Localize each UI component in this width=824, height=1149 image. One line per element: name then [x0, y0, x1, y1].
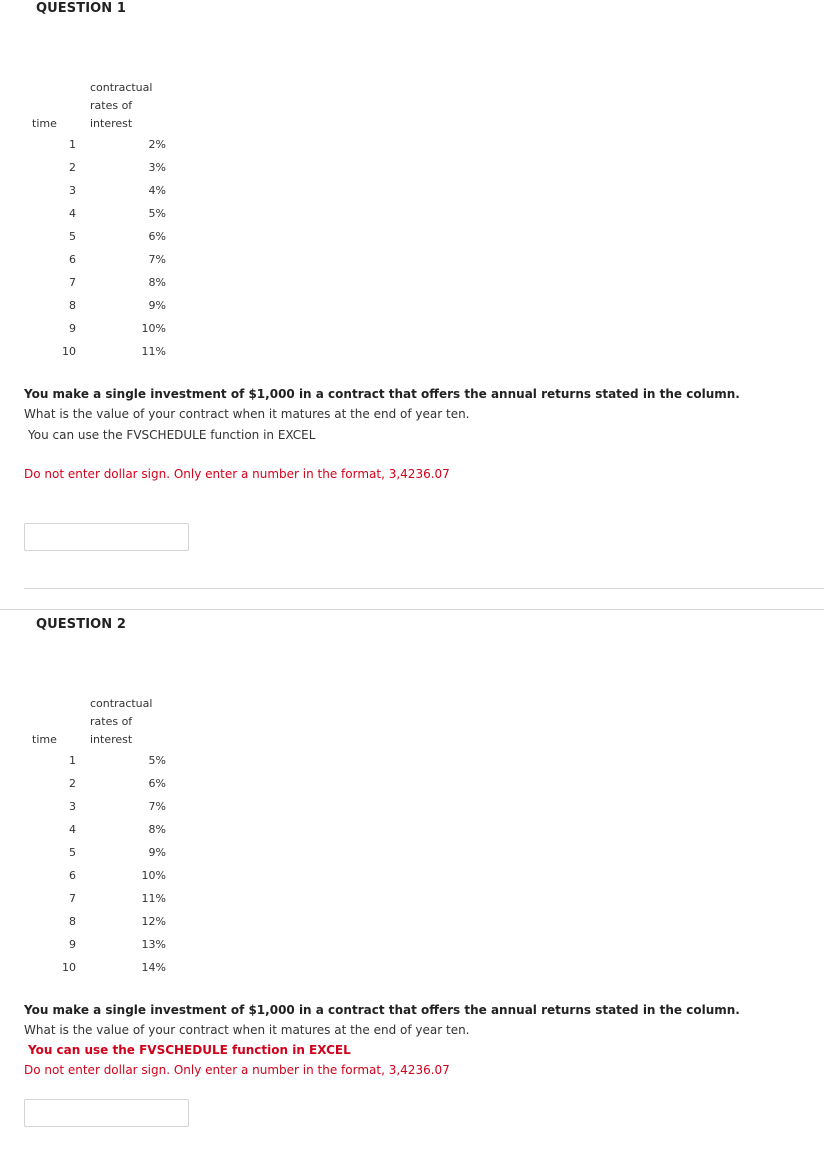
table-row-rate: 6% [148, 777, 166, 790]
q1-prompt-bold: You make a single investment of $1,000 in a contract that offers the annual returns stated in the column. [24, 387, 740, 401]
q2-prompt-line-2: What is the value of your contract when it matures at the end of year ten. [24, 1023, 470, 1037]
q2-rates-header [90, 695, 152, 749]
table-row-rate: 8% [148, 276, 166, 289]
table-row-time: 4 [69, 207, 76, 220]
question-2-title: QUESTION 2 [36, 617, 127, 632]
table-row-rate: 12% [141, 915, 166, 928]
question-1-title: QUESTION 1 [36, 1, 127, 16]
table-row-rate: 7% [148, 800, 166, 813]
table-row-time: 8 [69, 299, 76, 312]
q2-answer-input[interactable] [24, 1099, 189, 1127]
q2-rates-header-line-2: rates of [90, 715, 133, 728]
q2-rates-header-line-3: interest [90, 733, 133, 746]
table-row-time: 9 [69, 322, 76, 335]
table-row-rate: 5% [148, 754, 166, 767]
q2-prompt-bold: You make a single investment of $1,000 in a contract that offers the annual returns stated in the column. [24, 1003, 740, 1017]
table-row-time: 3 [69, 184, 76, 197]
q2-prompt-line-3: You can use the FVSCHEDULE function in EXCEL [28, 1043, 351, 1057]
q1-rates-header-line-3: interest [90, 117, 133, 130]
table-row-rate: 10% [141, 322, 166, 335]
table-row-rate: 7% [148, 253, 166, 266]
table-row-rate: 11% [141, 345, 166, 358]
q2-rates-table [46, 754, 176, 984]
table-row-time: 1 [69, 138, 76, 151]
q1-rates-header-line-2: rates of [90, 99, 133, 112]
table-row-time: 5 [69, 230, 76, 243]
table-row-rate: 13% [141, 938, 166, 951]
q1-prompt-line-3: You can use the FVSCHEDULE function in EXCEL [28, 428, 316, 442]
q1-rates-header [90, 79, 152, 133]
table-row-time: 5 [69, 846, 76, 859]
table-row-time: 6 [69, 869, 76, 882]
table-row-rate: 4% [148, 184, 166, 197]
table-row-rate: 5% [148, 207, 166, 220]
table-row-rate: 9% [148, 846, 166, 859]
table-row-time: 6 [69, 253, 76, 266]
q1-time-header: time [32, 117, 57, 130]
table-row-time: 1 [69, 754, 76, 767]
q1-rates-header-line-1: contractual [90, 81, 153, 94]
table-row-rate: 10% [141, 869, 166, 882]
table-row-rate: 9% [148, 299, 166, 312]
q2-rates-header-line-1: contractual [90, 697, 153, 710]
q1-instruction: Do not enter dollar sign. Only enter a number in the format, 3,4236.07 [24, 467, 450, 481]
q1-rates-table [46, 138, 176, 368]
table-row-rate: 3% [148, 161, 166, 174]
table-row-rate: 6% [148, 230, 166, 243]
q1-prompt-line-2: What is the value of your contract when it matures at the end of year ten. [24, 407, 470, 421]
table-row-time: 3 [69, 800, 76, 813]
q2-time-header: time [32, 733, 57, 746]
table-row-time: 10 [62, 345, 76, 358]
table-row-time: 9 [69, 938, 76, 951]
table-row-time: 2 [69, 161, 76, 174]
table-row-rate: 11% [141, 892, 166, 905]
table-row-time: 10 [62, 961, 76, 974]
divider [24, 588, 824, 589]
table-row-time: 4 [69, 823, 76, 836]
q2-instruction: Do not enter dollar sign. Only enter a number in the format, 3,4236.07 [24, 1063, 450, 1077]
q1-answer-input[interactable] [24, 523, 189, 551]
table-row-time: 7 [69, 276, 76, 289]
table-row-rate: 2% [148, 138, 166, 151]
table-row-time: 2 [69, 777, 76, 790]
question-separator [0, 609, 824, 610]
table-row-rate: 8% [148, 823, 166, 836]
table-row-rate: 14% [141, 961, 166, 974]
table-row-time: 7 [69, 892, 76, 905]
table-row-time: 8 [69, 915, 76, 928]
